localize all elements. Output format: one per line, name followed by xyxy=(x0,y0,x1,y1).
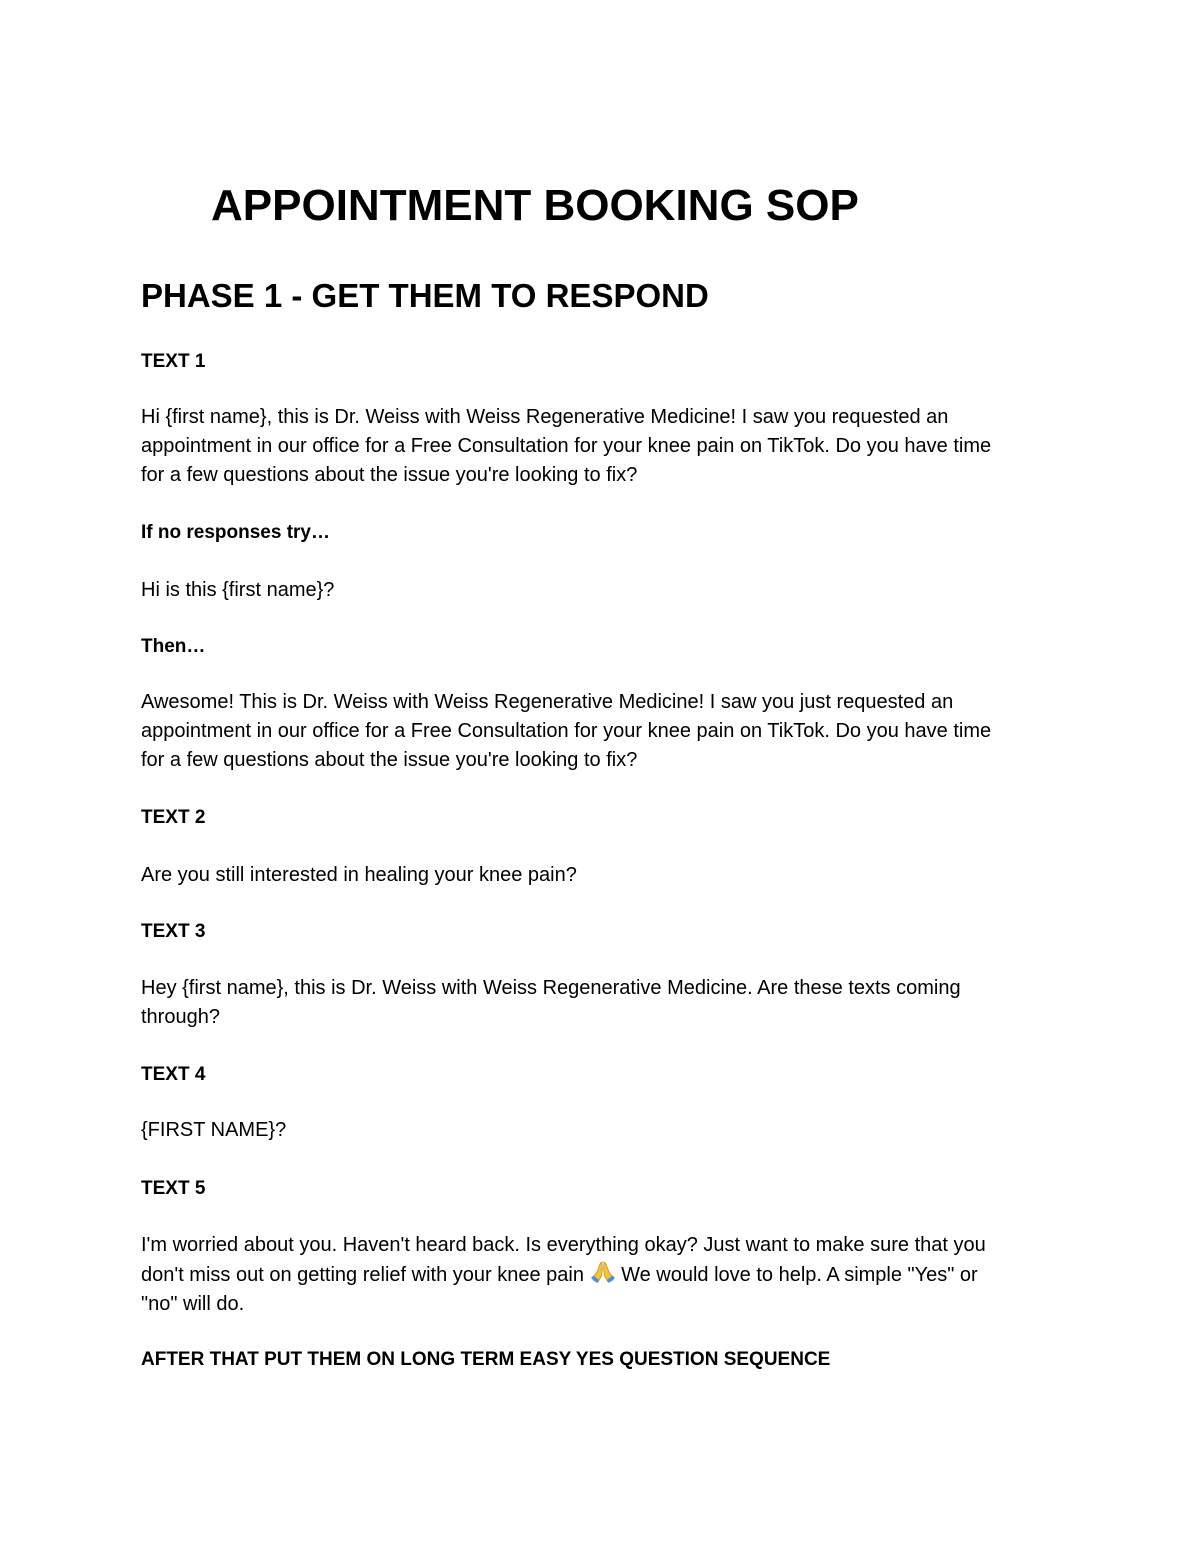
then-line: appointment in our office for a Free Consultation for your knee pain on TikTok. Do you have time xyxy=(141,720,992,742)
text5-line2-start: don't miss out on getting relief with your knee pain xyxy=(141,1264,584,1286)
text1-label: TEXT 1 xyxy=(141,351,206,372)
folded-hands-icon xyxy=(590,1260,616,1284)
text1-line: Hi {first name}, this is Dr. Weiss with Weiss Regenerative Medicine! I saw you requested an xyxy=(141,406,949,428)
text3-message xyxy=(141,974,1071,1032)
text2-label: TEXT 2 xyxy=(141,807,206,828)
then-line: for a few questions about the issue you're looking to fix? xyxy=(141,749,638,771)
text5-line xyxy=(141,1260,1071,1290)
phase-heading: PHASE 1 - GET THEM TO RESPOND xyxy=(141,277,709,314)
text5-line: "no" will do. xyxy=(141,1293,245,1315)
then-label: Then… xyxy=(141,636,206,657)
text5-line: I'm worried about you. Haven't heard back. Is everything okay? Just want to make sure that you xyxy=(141,1234,986,1256)
text4-label: TEXT 4 xyxy=(141,1064,206,1085)
text1-message xyxy=(141,403,1071,490)
text3-line: Hey {first name}, this is Dr. Weiss with Weiss Regenerative Medicine. Are these texts coming xyxy=(141,977,961,999)
no-response-label: If no responses try… xyxy=(141,522,330,543)
document-title: APPOINTMENT BOOKING SOP xyxy=(211,181,859,230)
text3-label: TEXT 3 xyxy=(141,921,206,942)
text1-line: appointment in our office for a Free Consultation for your knee pain on TikTok. Do you have time xyxy=(141,435,992,457)
then-line: Awesome! This is Dr. Weiss with Weiss Regenerative Medicine! I saw you just requested an xyxy=(141,691,954,713)
closing-instruction: AFTER THAT PUT THEM ON LONG TERM EASY YES QUESTION SEQUENCE xyxy=(141,1349,831,1370)
no-response-message: Hi is this {first name}? xyxy=(141,579,335,601)
text1-line: for a few questions about the issue you're looking to fix? xyxy=(141,464,638,486)
text5-message xyxy=(141,1231,1071,1319)
text5-label: TEXT 5 xyxy=(141,1178,206,1199)
text4-message: {FIRST NAME}? xyxy=(141,1119,287,1141)
text3-line: through? xyxy=(141,1006,220,1028)
then-message xyxy=(141,688,1071,775)
text5-line2-end: We would love to help. A simple "Yes" or xyxy=(615,1264,978,1286)
text2-message: Are you still interested in healing your knee pain? xyxy=(141,864,577,886)
